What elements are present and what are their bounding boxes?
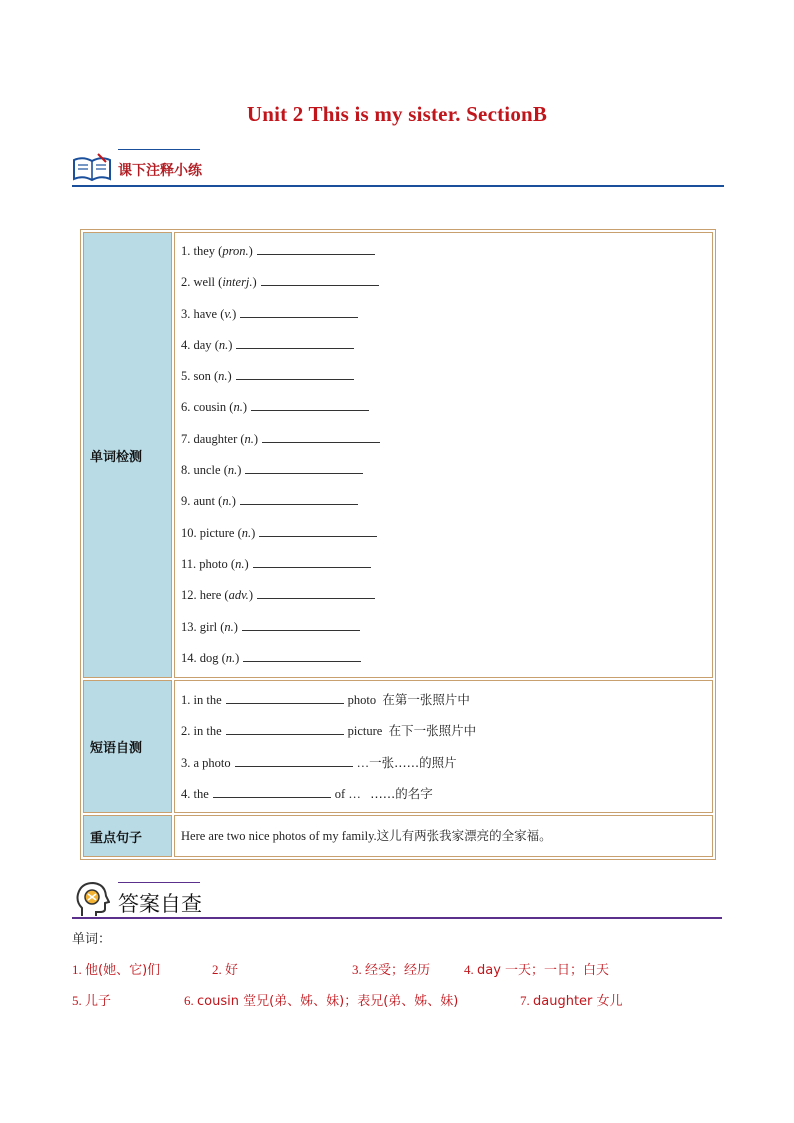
answer-blank[interactable] <box>259 519 377 537</box>
item-pos: adv. <box>228 588 249 603</box>
open-book-icon <box>72 152 112 182</box>
answer-blank[interactable] <box>257 581 375 599</box>
phrase-prefix: 1. in the <box>181 693 222 708</box>
answer-blank[interactable] <box>236 362 354 380</box>
vocab-item: 3. have (v.) <box>181 299 704 330</box>
vocab-item: 6. cousin (n.) <box>181 392 704 423</box>
category-cell-vocab: 单词检测 <box>83 232 172 678</box>
item-number: 12. <box>181 588 197 603</box>
answer-blank[interactable] <box>257 237 375 255</box>
phrase-prefix: 3. a photo <box>181 755 231 770</box>
item-pos: interj. <box>222 275 253 290</box>
answer-text: 经受；经历 <box>365 963 431 978</box>
item-number: 3. <box>181 306 191 321</box>
item-pos: n. <box>244 431 254 446</box>
item-number: 13. <box>181 619 197 634</box>
item-word: son <box>193 369 211 384</box>
answer-item <box>184 990 458 1009</box>
phrase-suffix: photo <box>347 693 377 708</box>
vocab-item: 5. son (n.) <box>181 361 704 392</box>
head-lightbulb-icon <box>74 880 110 918</box>
vocab-item: 7. daughter (n.) <box>181 424 704 455</box>
vocab-item: 12. here (adv.) <box>181 580 704 611</box>
item-word: dog <box>199 650 219 665</box>
item-number: 4. <box>181 337 191 352</box>
answer-item <box>72 959 160 978</box>
item-pos: n. <box>218 337 229 352</box>
item-pos: n. <box>235 556 245 571</box>
section-label: 答案自查 <box>118 892 202 916</box>
answer-blank[interactable] <box>251 393 369 411</box>
item-pos: pron. <box>222 244 249 258</box>
item-pos: v. <box>224 306 233 321</box>
sentence-chinese: 这儿有两张我家漂亮的全家福。 <box>376 828 552 844</box>
answer-text: day 一天；一日；白天 <box>477 963 610 978</box>
answer-blank[interactable] <box>240 300 358 318</box>
item-number: 2. <box>181 275 191 290</box>
vocab-row <box>83 232 713 678</box>
item-word: have <box>193 306 218 321</box>
vocab-item: 13. girl (n.) <box>181 612 704 643</box>
item-number: 9. <box>181 494 191 509</box>
phrase-suffix: picture <box>347 724 383 739</box>
vocab-item: 8. uncle (n.) <box>181 455 704 486</box>
item-number: 1. <box>181 244 191 258</box>
answer-blank[interactable] <box>236 331 354 349</box>
sentence-english: Here are two nice photos of my family. <box>181 829 377 844</box>
item-number: 5. <box>181 369 191 384</box>
vocab-item: 2. well (interj.) <box>181 267 704 298</box>
exercise-table <box>80 229 716 860</box>
item-number: 8. <box>181 463 191 478</box>
item-pos: n. <box>241 525 252 540</box>
phrase-suffix: … <box>356 755 370 770</box>
answer-text: daughter 女儿 <box>533 994 623 1009</box>
answer-blank[interactable] <box>242 613 360 631</box>
phrase-items <box>174 680 713 813</box>
answer-blank[interactable] <box>262 425 380 443</box>
section-topline <box>118 882 200 883</box>
answer-blank[interactable] <box>226 717 344 735</box>
answer-text: 好 <box>225 963 239 978</box>
answers-heading: 单词： <box>72 932 112 947</box>
vocab-item: 11. photo (n.) <box>181 549 704 580</box>
item-number: 11. <box>181 556 197 571</box>
section-header-answers <box>72 876 722 920</box>
item-number: 10. <box>181 525 197 540</box>
answer-item <box>352 959 430 978</box>
item-word: well <box>193 275 216 290</box>
phrase-translation: ……的名字 <box>370 786 433 802</box>
item-word: here <box>199 588 222 603</box>
answer-number: 6. <box>184 993 194 1008</box>
page-title: Unit 2 This is my sister. SectionB <box>246 102 548 126</box>
phrase-row <box>83 680 713 813</box>
item-pos: n. <box>225 650 236 665</box>
phrase-item <box>181 715 704 746</box>
vocab-item: 1. they (pron.) <box>181 236 704 267</box>
answer-blank[interactable] <box>226 686 344 704</box>
vocab-item: 14. dog (n.) <box>181 643 704 674</box>
answer-blank[interactable] <box>240 487 358 505</box>
phrase-item <box>181 684 704 715</box>
key-sentence <box>181 819 704 853</box>
section-rule <box>72 185 724 187</box>
item-word: they <box>193 244 216 258</box>
phrase-translation: 在下一张照片中 <box>388 723 477 739</box>
answer-number: 7. <box>520 993 530 1008</box>
answer-text: 儿子 <box>85 994 112 1009</box>
phrase-translation: 在第一张照片中 <box>382 692 470 708</box>
answer-blank[interactable] <box>245 456 363 474</box>
item-word: aunt <box>193 494 216 509</box>
section-topline <box>118 149 200 150</box>
item-word: photo <box>199 556 228 571</box>
phrase-prefix: 4. the <box>181 787 209 802</box>
answer-blank[interactable] <box>261 268 379 286</box>
answer-number: 2. <box>212 962 222 977</box>
category-cell-sentence: 重点句子 <box>83 815 172 857</box>
item-pos: n. <box>224 619 234 634</box>
vocab-item: 10. picture (n.) <box>181 518 704 549</box>
category-cell-phrases: 短语自测 <box>83 680 172 813</box>
item-number: 14. <box>181 650 197 665</box>
item-word: day <box>193 337 212 352</box>
item-number: 7. <box>181 431 191 446</box>
item-pos: n. <box>233 400 243 415</box>
vocab-items <box>174 232 713 678</box>
phrase-item <box>181 778 704 809</box>
sentence-row <box>83 815 713 857</box>
item-word: cousin <box>193 400 227 415</box>
answer-item <box>72 990 111 1009</box>
section-label: 课下注释小练 <box>118 163 202 179</box>
answer-number: 5. <box>72 993 82 1008</box>
phrase-suffix: of … <box>334 787 361 802</box>
section-header-exercises <box>72 146 724 188</box>
phrase-item <box>181 747 704 778</box>
sentence-content <box>174 815 713 857</box>
phrase-prefix: 2. in the <box>181 724 222 739</box>
item-word: girl <box>199 619 218 634</box>
answer-blank[interactable] <box>235 749 353 767</box>
item-number: 6. <box>181 400 191 415</box>
answer-number: 3. <box>352 962 362 977</box>
item-pos: n. <box>227 463 238 478</box>
item-word: daughter <box>193 431 238 446</box>
item-pos: n. <box>222 494 232 509</box>
answer-text: 他(她、它)们 <box>85 963 161 978</box>
answer-number: 1. <box>72 962 82 977</box>
answer-blank[interactable] <box>213 780 331 798</box>
item-word: uncle <box>193 463 221 478</box>
answer-item <box>464 959 609 978</box>
vocab-item: 9. aunt (n.) <box>181 486 704 517</box>
answer-number: 4. <box>464 962 474 977</box>
vocab-item: 4. day (n.) <box>181 330 704 361</box>
answer-text: cousin 堂兄(弟、姊、妹)；表兄(弟、姊、妹) <box>197 994 459 1009</box>
answer-blank[interactable] <box>253 550 371 568</box>
answer-blank[interactable] <box>243 644 361 662</box>
item-pos: n. <box>218 369 228 384</box>
answer-item <box>520 990 623 1009</box>
phrase-translation: 一张……的照片 <box>369 754 457 770</box>
answer-item <box>212 959 238 978</box>
item-word: picture <box>199 525 235 540</box>
section-rule <box>72 917 722 919</box>
